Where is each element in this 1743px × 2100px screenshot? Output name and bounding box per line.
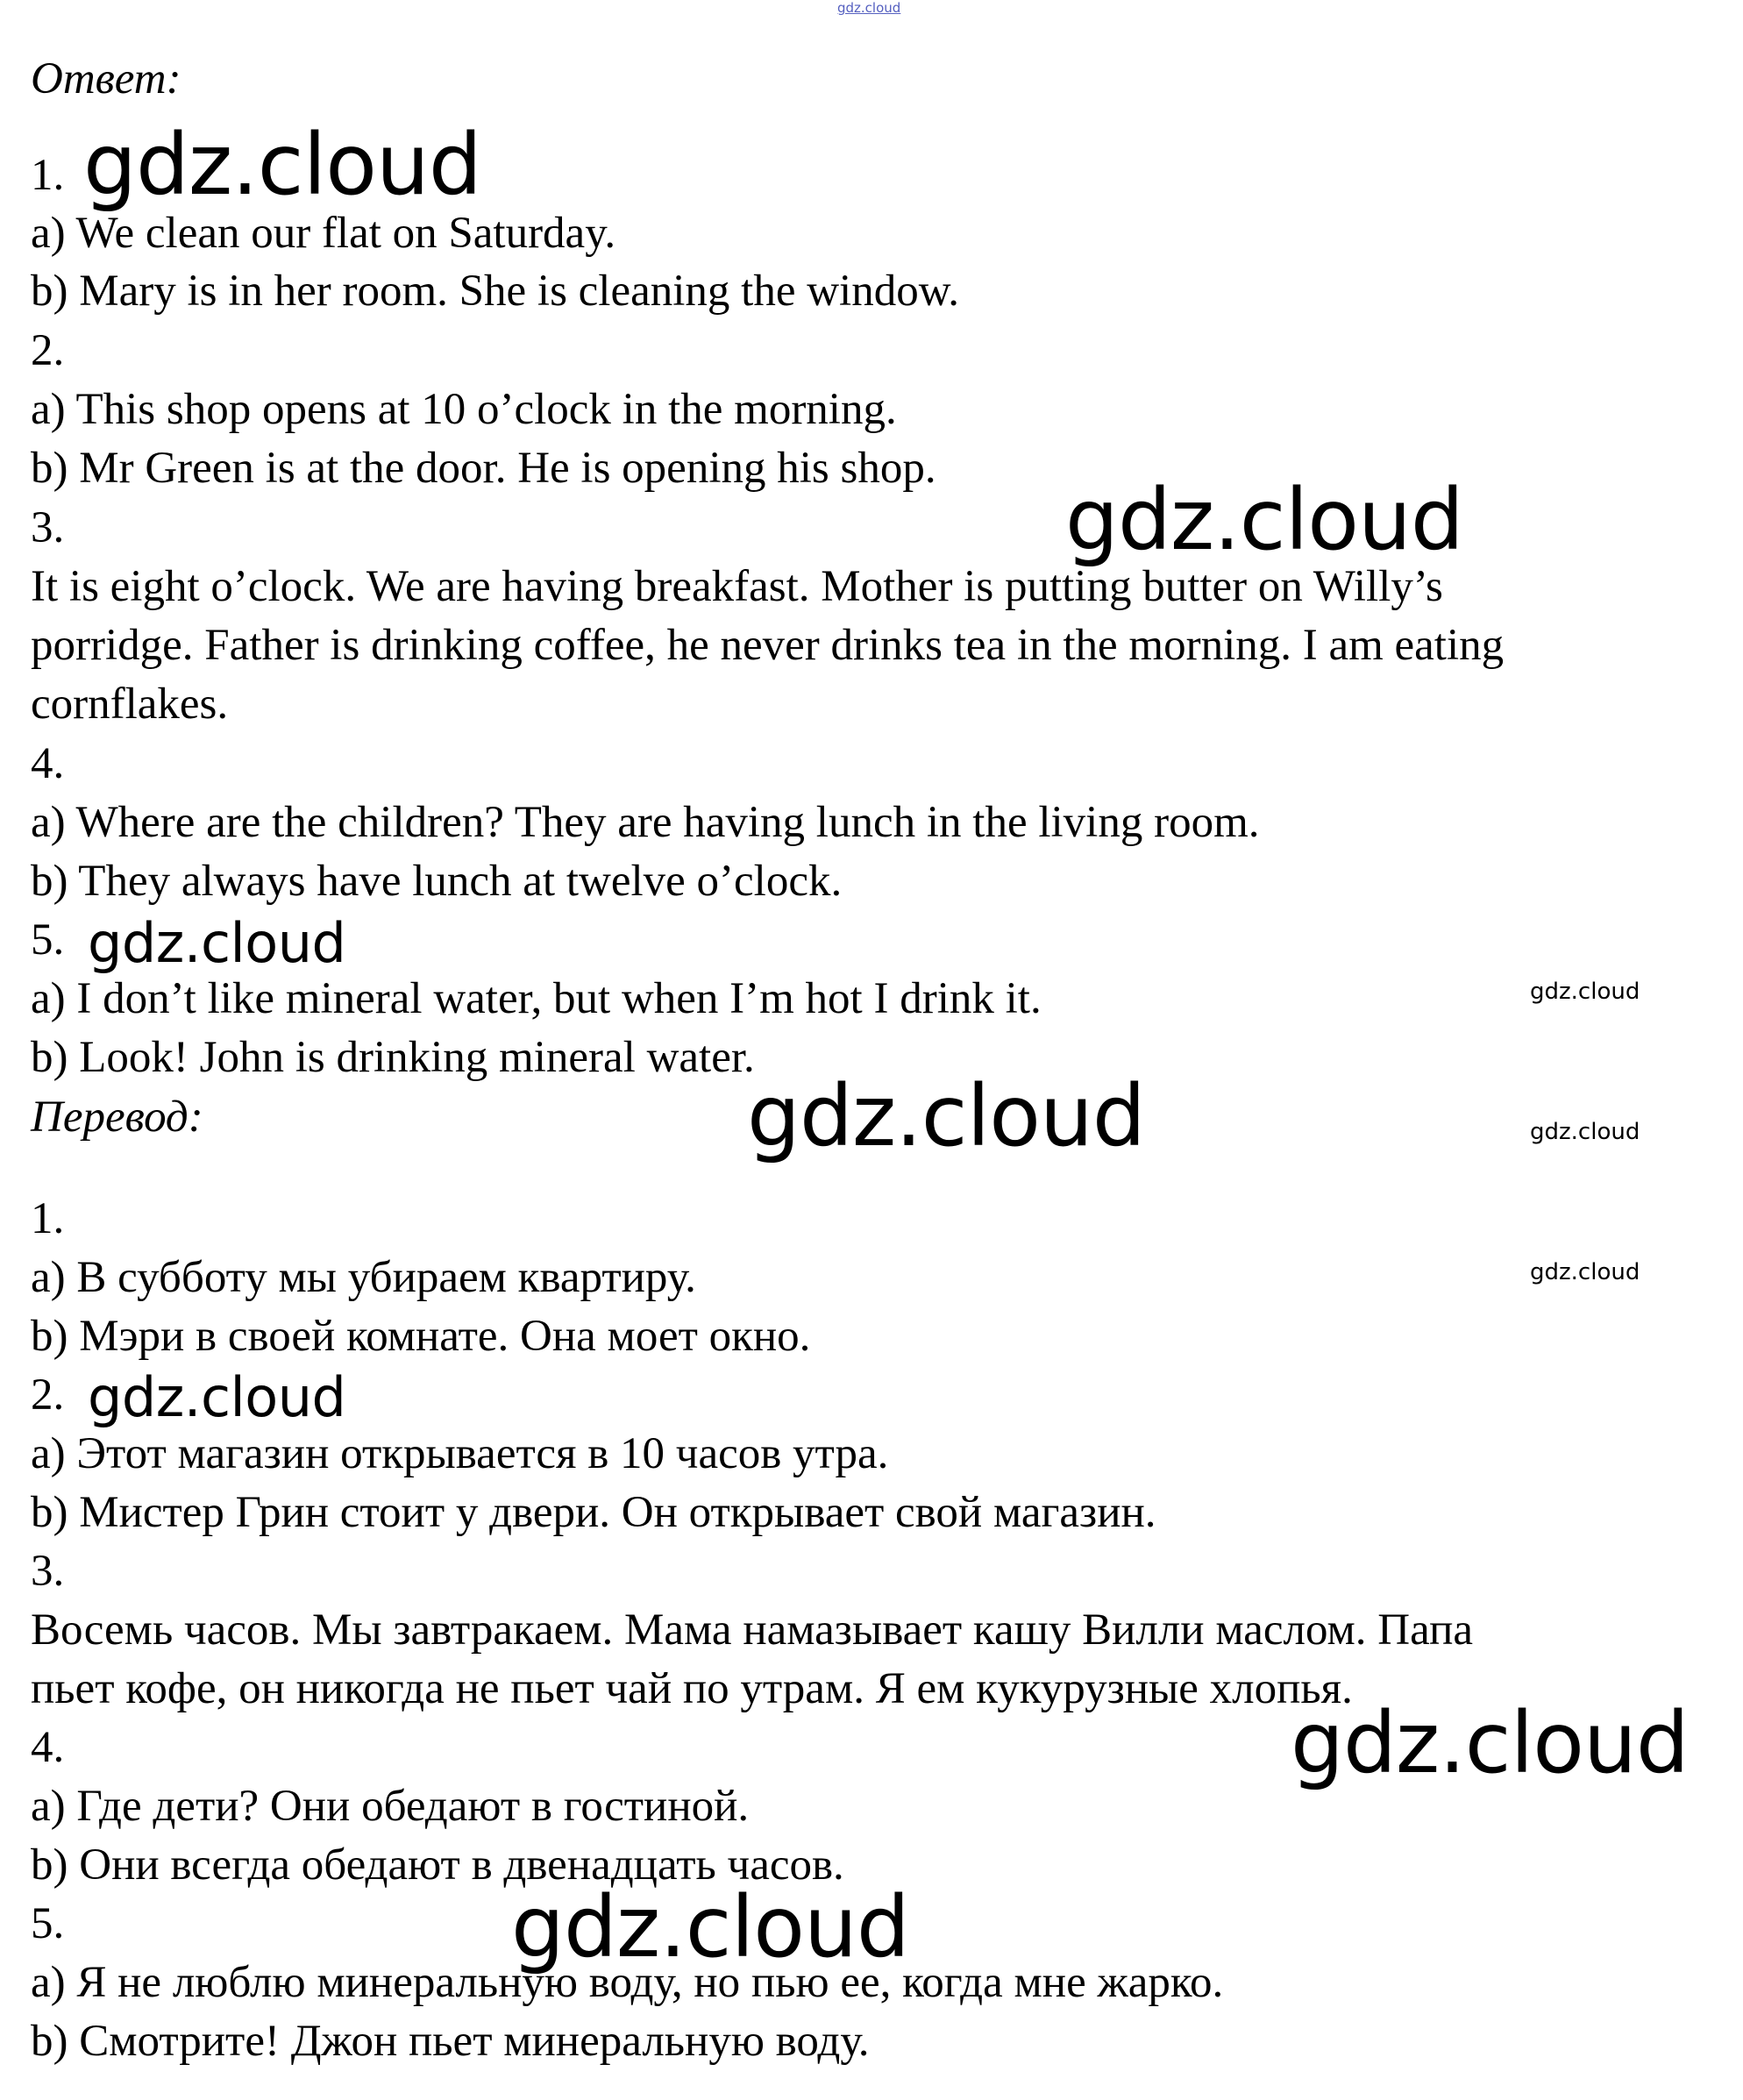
answer-line: a) This shop opens at 10 o’clock in the morning. (31, 385, 897, 434)
answer-line: a) I don’t like mineral water, but when I’m hot I drink it. (31, 974, 1042, 1023)
translation-line: b) Смотрите! Джон пьет минеральную воду. (31, 2017, 870, 2066)
watermark: gdz.cloud (747, 1067, 1145, 1165)
translation-line: a) Я не люблю минеральную воду, но пью ее, когда мне жарко. (31, 1958, 1224, 2007)
translation-line: Восемь часов. Мы завтракаем. Мама намазывает кашу Вилли маслом. Папа (31, 1605, 1474, 1655)
watermark: gdz.cloud (1530, 1119, 1640, 1145)
translation-heading: Перевод: (31, 1093, 203, 1142)
watermark: gdz.cloud (1530, 979, 1640, 1005)
watermark: gdz.cloud (511, 1878, 909, 1976)
watermark: gdz.cloud (88, 911, 346, 975)
answer-line: b) Mr Green is at the door. He is opening his shop. (31, 444, 936, 493)
answer-line: 2. (31, 326, 65, 375)
answer-line: b) Look! John is drinking mineral water. (31, 1033, 755, 1082)
translation-line: 3. (31, 1547, 65, 1596)
translation-line: a) Где дети? Они обедают в гостиной. (31, 1782, 750, 1831)
answer-line: 1. (31, 151, 65, 200)
translation-line: a) Этот магазин открывается в 10 часов утра. (31, 1429, 889, 1478)
watermark: gdz.cloud (1065, 471, 1463, 569)
translation-line: a) В субботу мы убираем квартиру. (31, 1253, 696, 1302)
answer-line: a) We clean our flat on Saturday. (31, 209, 616, 258)
translation-line: пьет кофе, он никогда не пьет чай по утрам. Я ем кукурузные хлопья. (31, 1664, 1353, 1713)
translation-line: b) Мэри в своей комнате. Она моет окно. (31, 1312, 811, 1361)
answer-line: 4. (31, 739, 65, 788)
answer-line: porridge. Father is drinking coffee, he never drinks tea in the morning. I am eating (31, 621, 1505, 670)
translation-line: 4. (31, 1723, 65, 1772)
answer-heading: Ответ: (31, 54, 181, 103)
translation-line: 5. (31, 1899, 65, 1948)
answer-line: cornflakes. (31, 680, 229, 729)
translation-line: b) Они всегда обедают в двенадцать часов. (31, 1840, 844, 1890)
watermark: gdz.cloud (1530, 1259, 1640, 1285)
answer-line: It is eight o’clock. We are having breakfast. Mother is putting butter on Willy’s (31, 562, 1443, 611)
answer-line: a) Where are the children? They are having lunch in the living room. (31, 798, 1260, 847)
answer-line: b) They always have lunch at twelve o’clock. (31, 857, 843, 906)
watermark: gdz.cloud (83, 116, 481, 214)
answer-line: 3. (31, 503, 65, 552)
answer-line: 5. (31, 915, 65, 965)
watermark: gdz.cloud (1291, 1694, 1689, 1792)
translation-line: 1. (31, 1194, 65, 1243)
translation-line: b) Мистер Грин стоит у двери. Он открывает свой магазин. (31, 1488, 1156, 1537)
translation-line: 2. (31, 1370, 65, 1420)
answer-line: b) Mary is in her room. She is cleaning the window. (31, 267, 959, 316)
watermark-top: gdz.cloud (837, 0, 901, 16)
watermark: gdz.cloud (88, 1365, 346, 1429)
